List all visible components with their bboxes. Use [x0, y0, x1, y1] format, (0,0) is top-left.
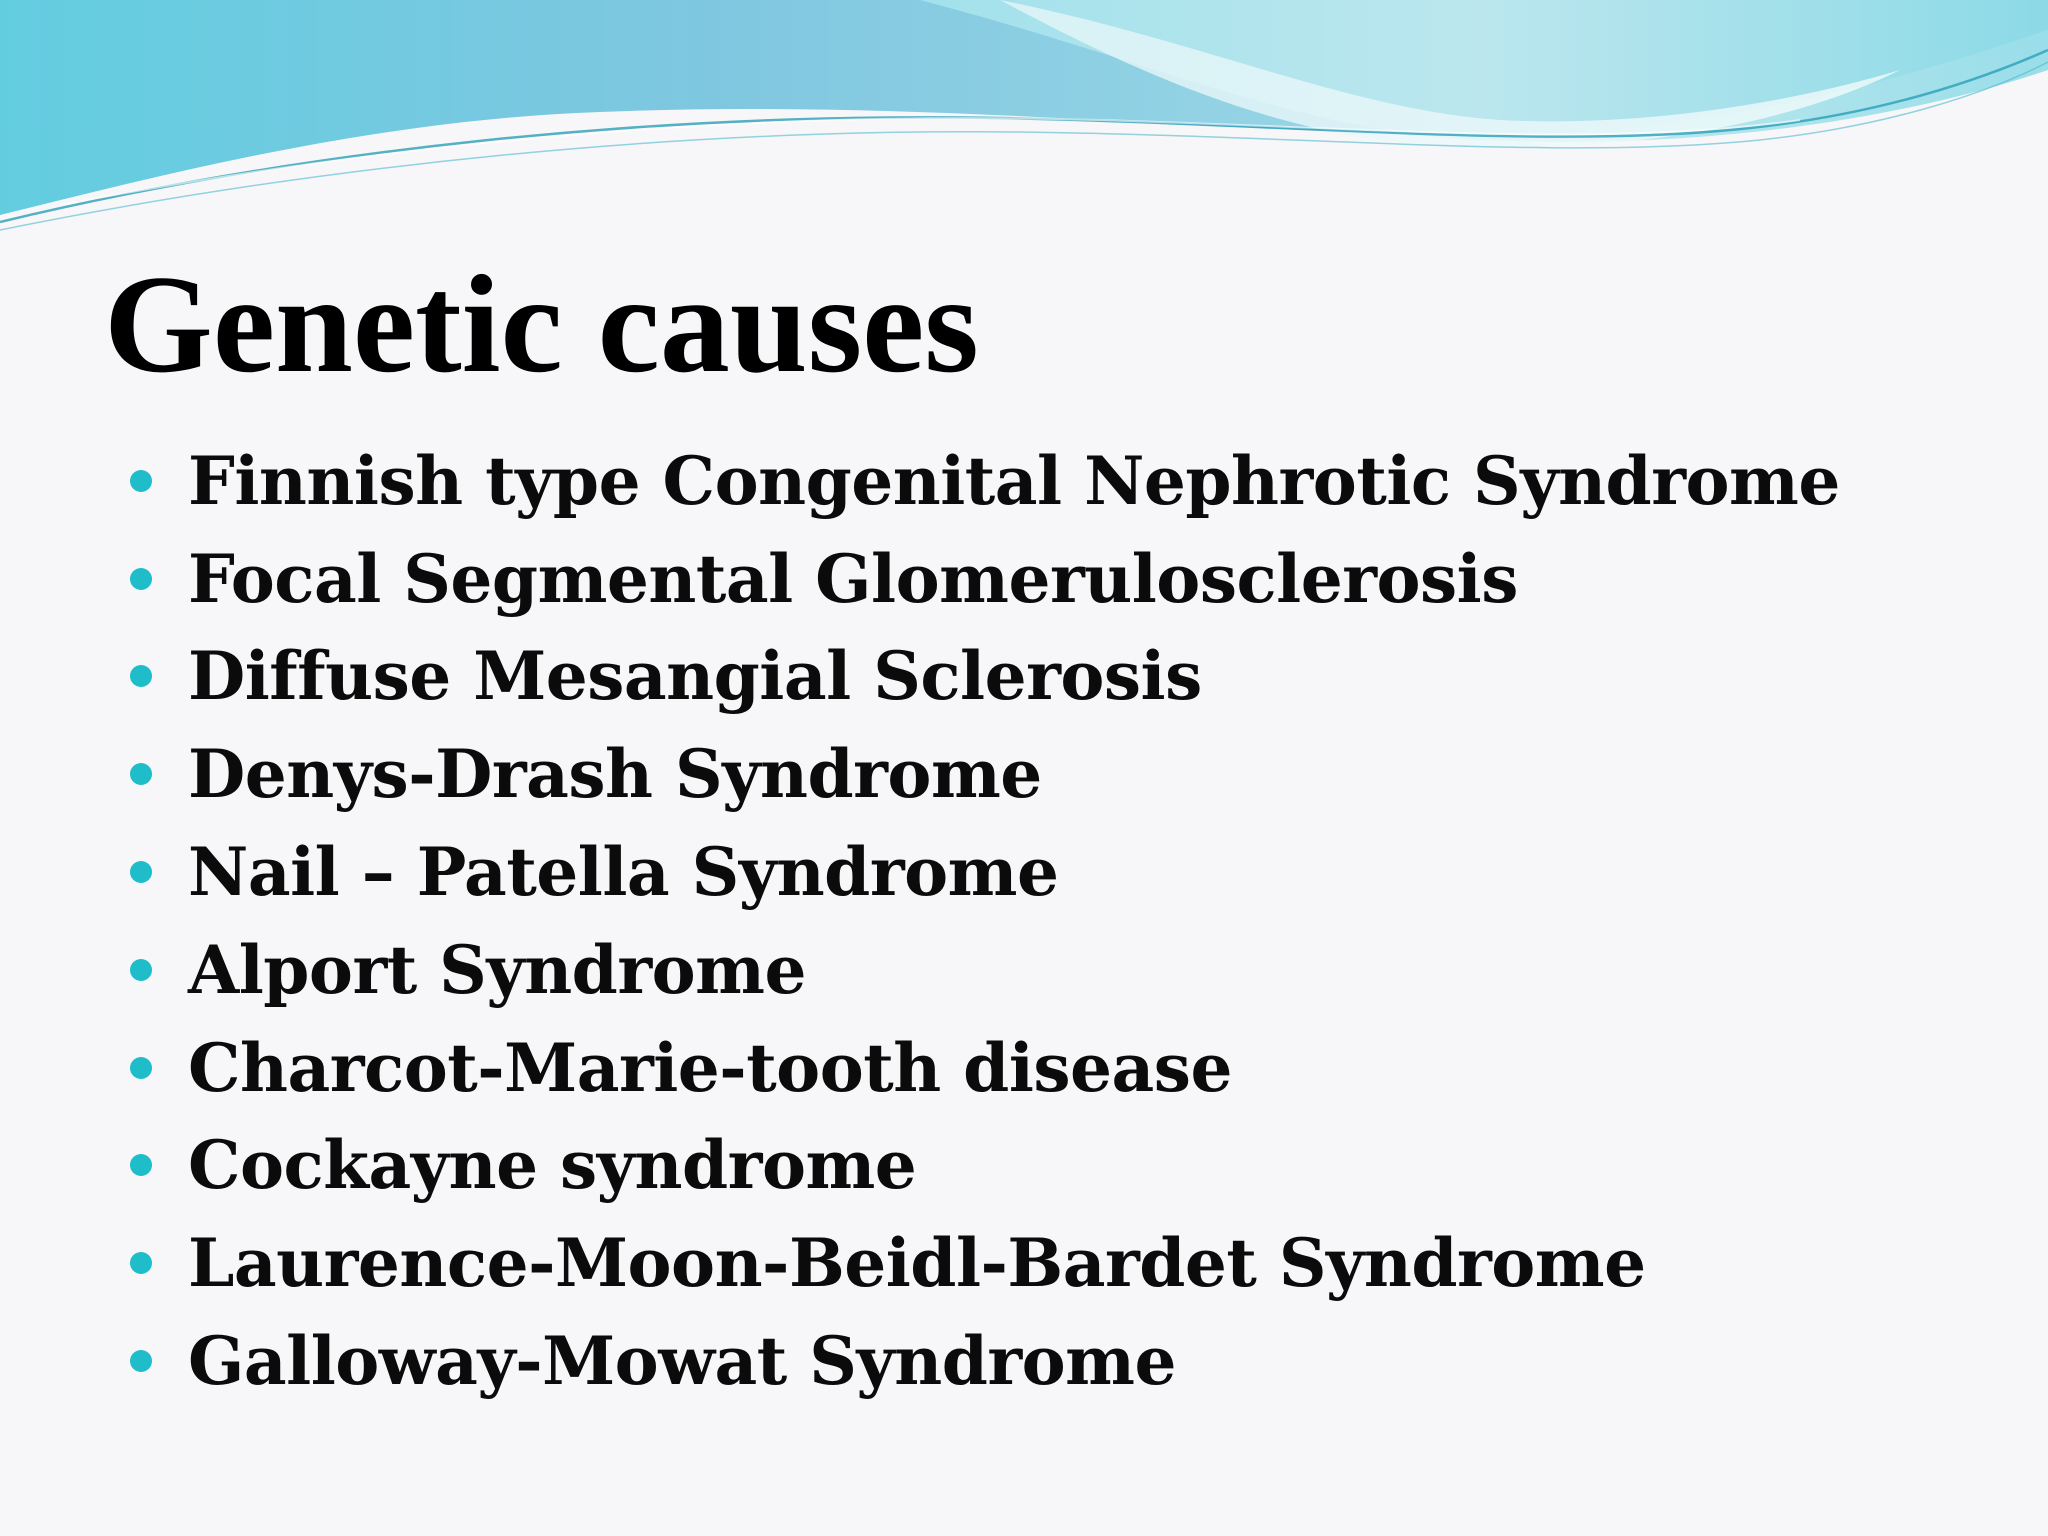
- list-item: [130, 530, 1840, 628]
- list-item-text: Cockayne syndrome: [188, 1126, 917, 1205]
- list-item: [130, 628, 1840, 726]
- list-item: [130, 1117, 1840, 1215]
- genetic-causes-list: [130, 432, 1840, 1410]
- list-item-text: Nail – Patella Syndrome: [188, 833, 1059, 912]
- list-item-text: Laurence-Moon-Beidl-Bardet Syndrome: [188, 1224, 1646, 1303]
- bullet-dot-icon: [130, 959, 152, 981]
- list-item-text: Focal Segmental Glomerulosclerosis: [188, 539, 1518, 618]
- list-item: [130, 921, 1840, 1019]
- list-item: [130, 1019, 1840, 1117]
- list-item-text: Galloway-Mowat Syndrome: [188, 1322, 1177, 1401]
- bullet-dot-icon: [130, 665, 152, 687]
- list-item: [130, 1214, 1840, 1312]
- bullet-dot-icon: [130, 1252, 152, 1274]
- bullet-dot-icon: [130, 1154, 152, 1176]
- list-item: [130, 823, 1840, 921]
- wave-decoration: [0, 0, 2048, 240]
- list-item-text: Charcot-Marie-tooth disease: [188, 1028, 1232, 1107]
- list-item-text: Finnish type Congenital Nephrotic Syndrome: [188, 441, 1840, 520]
- list-item: [130, 1312, 1840, 1410]
- list-item-text: Diffuse Mesangial Sclerosis: [188, 637, 1202, 716]
- list-item: [130, 725, 1840, 823]
- list-item: [130, 432, 1840, 530]
- bullet-dot-icon: [130, 470, 152, 492]
- slide-title: Genetic causes: [104, 247, 979, 402]
- bullet-dot-icon: [130, 1350, 152, 1372]
- bullet-dot-icon: [130, 568, 152, 590]
- bullet-dot-icon: [130, 763, 152, 785]
- list-item-text: Denys-Drash Syndrome: [188, 735, 1042, 814]
- bullet-dot-icon: [130, 861, 152, 883]
- bullet-dot-icon: [130, 1057, 152, 1079]
- list-item-text: Alport Syndrome: [188, 930, 806, 1009]
